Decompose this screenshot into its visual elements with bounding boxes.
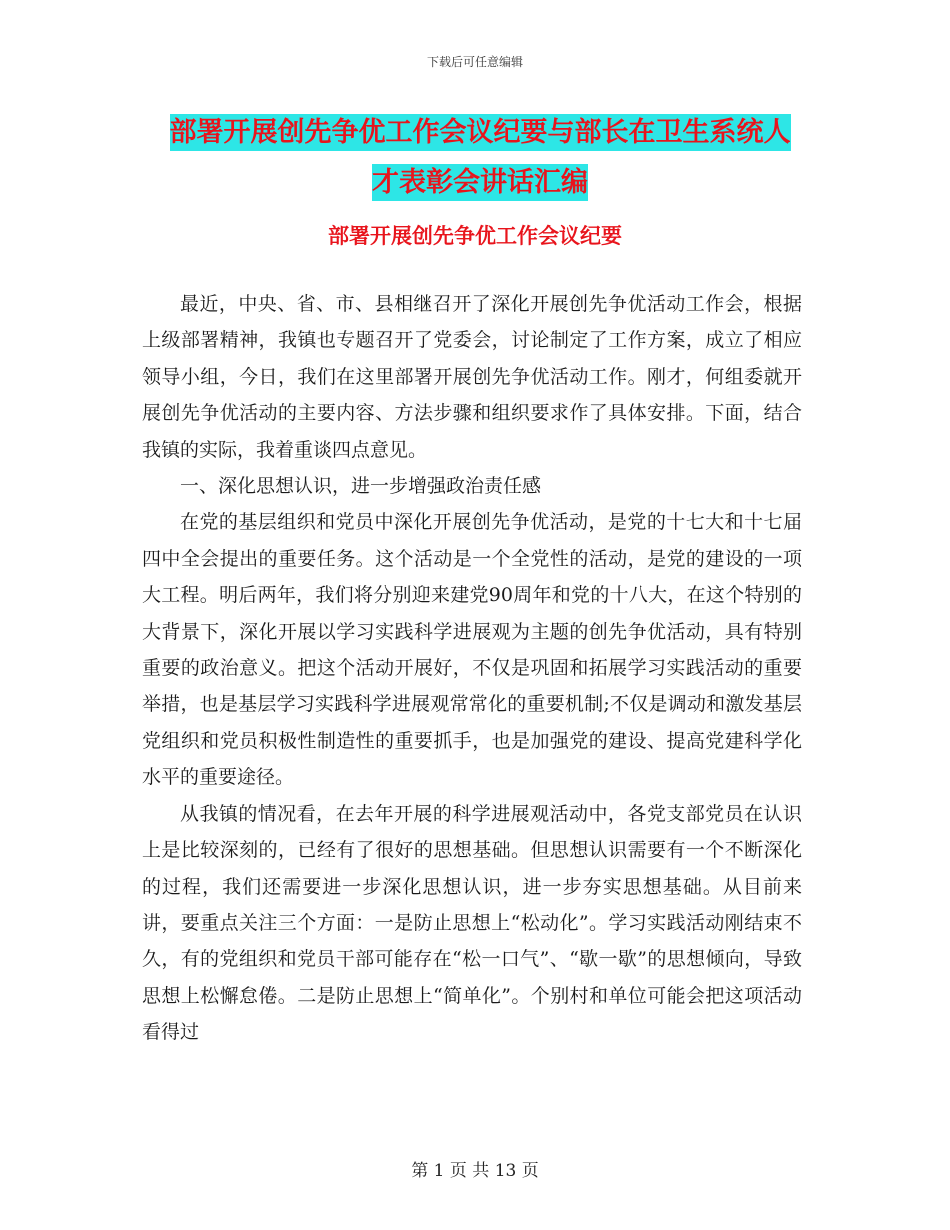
document-title-line1: 部署开展创先争优工作会议纪要与部长在卫生系统人: [170, 114, 791, 151]
document-body: [142, 286, 802, 1051]
paragraph-heading: 一、深化思想认识，进一步增强政治责任感: [180, 475, 542, 498]
section-title: 部署开展创先争优工作会议纪要: [328, 224, 622, 248]
paragraph: 最近，中央、省、市、县相继召开了深化开展创先争优活动工作会，根据上级部署精神，我镇也专题召开了党委会，讨论制定了工作方案，成立了相应领导小组，今日，我们在这里部署开展创先争优活动工作。刚才，何组委就开展创先争优活动的主要内容、方法步骤和组织要求作了具体安排。下面，结合我镇的实际，我着重谈四点意见。: [142, 293, 802, 461]
document-title: [140, 108, 820, 208]
paragraph: 从我镇的情况看，在去年开展的科学进展观活动中，各党支部党员在认识上是比较深刻的，已经有了很好的思想基础。但思想认识需要有一个不断深化的过程，我们还需要进一步深化思想认识，进一步夯实思想基础。从目前来讲，要重点关注三个方面：一是防止思想上“松动化”。学习实践活动刚结束不久，有的党组织和党员干部可能存在“松一口气”、“歇一歇”的思想倾向，导致思想上松懈怠倦。二是防止思想上“简单化”。个别村和单位可能会把这项活动看得过: [142, 802, 802, 1044]
page-footer: 第 1 页 共 13 页: [411, 1161, 539, 1181]
header-note: 下载后可任意编辑: [426, 55, 523, 69]
paragraph: 在党的基层组织和党员中深化开展创先争优活动，是党的十七大和十七届四中全会提出的重要任务。这个活动是一个全党性的活动，是党的建设的一项大工程。明后两年，我们将分别迎来建党90周年和党的十八大，在这个特别的大背景下，深化开展以学习实践科学进展观为主题的创先争优活动，具有特别重要的政治意义。把这个活动开展好，不仅是巩固和拓展学习实践活动的重要举措，也是基层学习实践科学进展观常常化的重要机制;不仅是调动和激发基层党组织和党员积极性制造性的重要抓手，也是加强党的建设、提高党建科学化水平的重要途径。: [142, 511, 802, 789]
document-title-line2: 才表彰会讲话汇编: [372, 164, 588, 201]
